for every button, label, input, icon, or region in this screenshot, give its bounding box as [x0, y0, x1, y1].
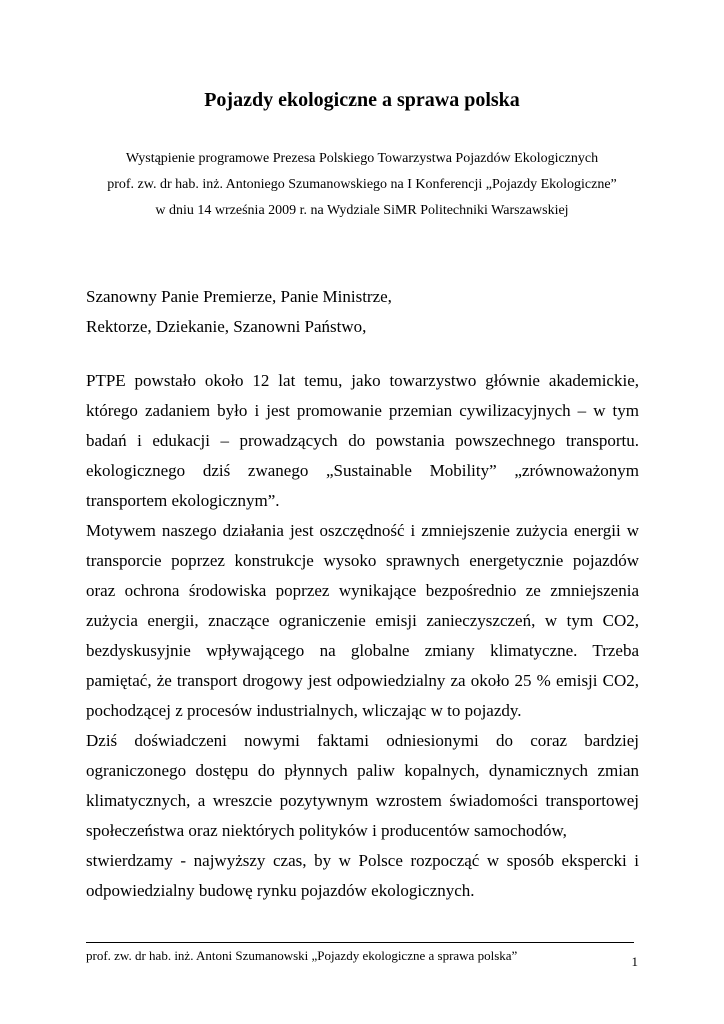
document-subtitle [80, 146, 644, 224]
footer-divider [86, 942, 634, 943]
subtitle-line: w dniu 14 września 2009 r. na Wydziale SiMR Politechniki Warszawskiej [155, 203, 569, 218]
greeting-line: Szanowny Panie Premierze, Panie Ministrze, [86, 287, 392, 306]
paragraph: stwierdzamy - najwyższy czas, by w Polsce rozpocząć w sposób ekspercki i odpowiedzialny budowę rynku pojazdów ekologicznych. [86, 851, 639, 900]
greeting [86, 282, 638, 342]
document-title: Pojazdy ekologiczne a sprawa polska [204, 89, 520, 111]
subtitle-line: prof. zw. dr hab. inż. Antoniego Szumanowskiego na I Konferencji „Pojazdy Ekologiczne” [107, 177, 617, 192]
footer-text: prof. zw. dr hab. inż. Antoni Szumanowski „Pojazdy ekologiczne a sprawa polska” [86, 948, 518, 963]
paragraph: PTPE powstało około 12 lat temu, jako towarzystwo głównie akademickie, którego zadaniem było i jest promowanie przemian cywilizacyjnych – w tym badań i edukacji – prowadzących do powstania powszechnego transportu. ekologicznego dziś zwanego „Sustainable Mobility” „zrównoważonym transportem ekologicznym”. [86, 371, 639, 510]
body-text [86, 366, 639, 906]
paragraph: Dziś doświadczeni nowymi faktami odniesionymi do coraz bardziej ograniczonego dostępu do płynnych paliw kopalnych, dynamicznych zmian klimatycznych, a wreszcie pozytywnym wzrostem świadomości transportowej społeczeństwa oraz niektórych polityków i producentów samochodów, [86, 731, 639, 840]
subtitle-line: Wystąpienie programowe Prezesa Polskiego Towarzystwa Pojazdów Ekologicznych [125, 151, 599, 166]
page-number: 1 [631, 954, 638, 969]
paragraph: Motywem naszego działania jest oszczędność i zmniejszenie zużycia energii w transporcie poprzez konstrukcje wysoko sprawnych energetycznie pojazdów oraz ochrona środowiska poprzez wynikające bezpośrednio ze zmniejszenia zużycia energii, znaczące ograniczenie emisji zanieczyszczeń, w tym CO2, bezdyskusyjnie wpływającego na globalne zmiany klimatyczne. Trzeba pamiętać, że transport drogowy jest odpowiedzialny za około 25 % emisji CO2, pochodzącej z procesów industrialnych, wliczając w to pojazdy. [86, 521, 639, 720]
greeting-line: Rektorze, Dziekanie, Szanowni Państwo, [86, 317, 367, 336]
